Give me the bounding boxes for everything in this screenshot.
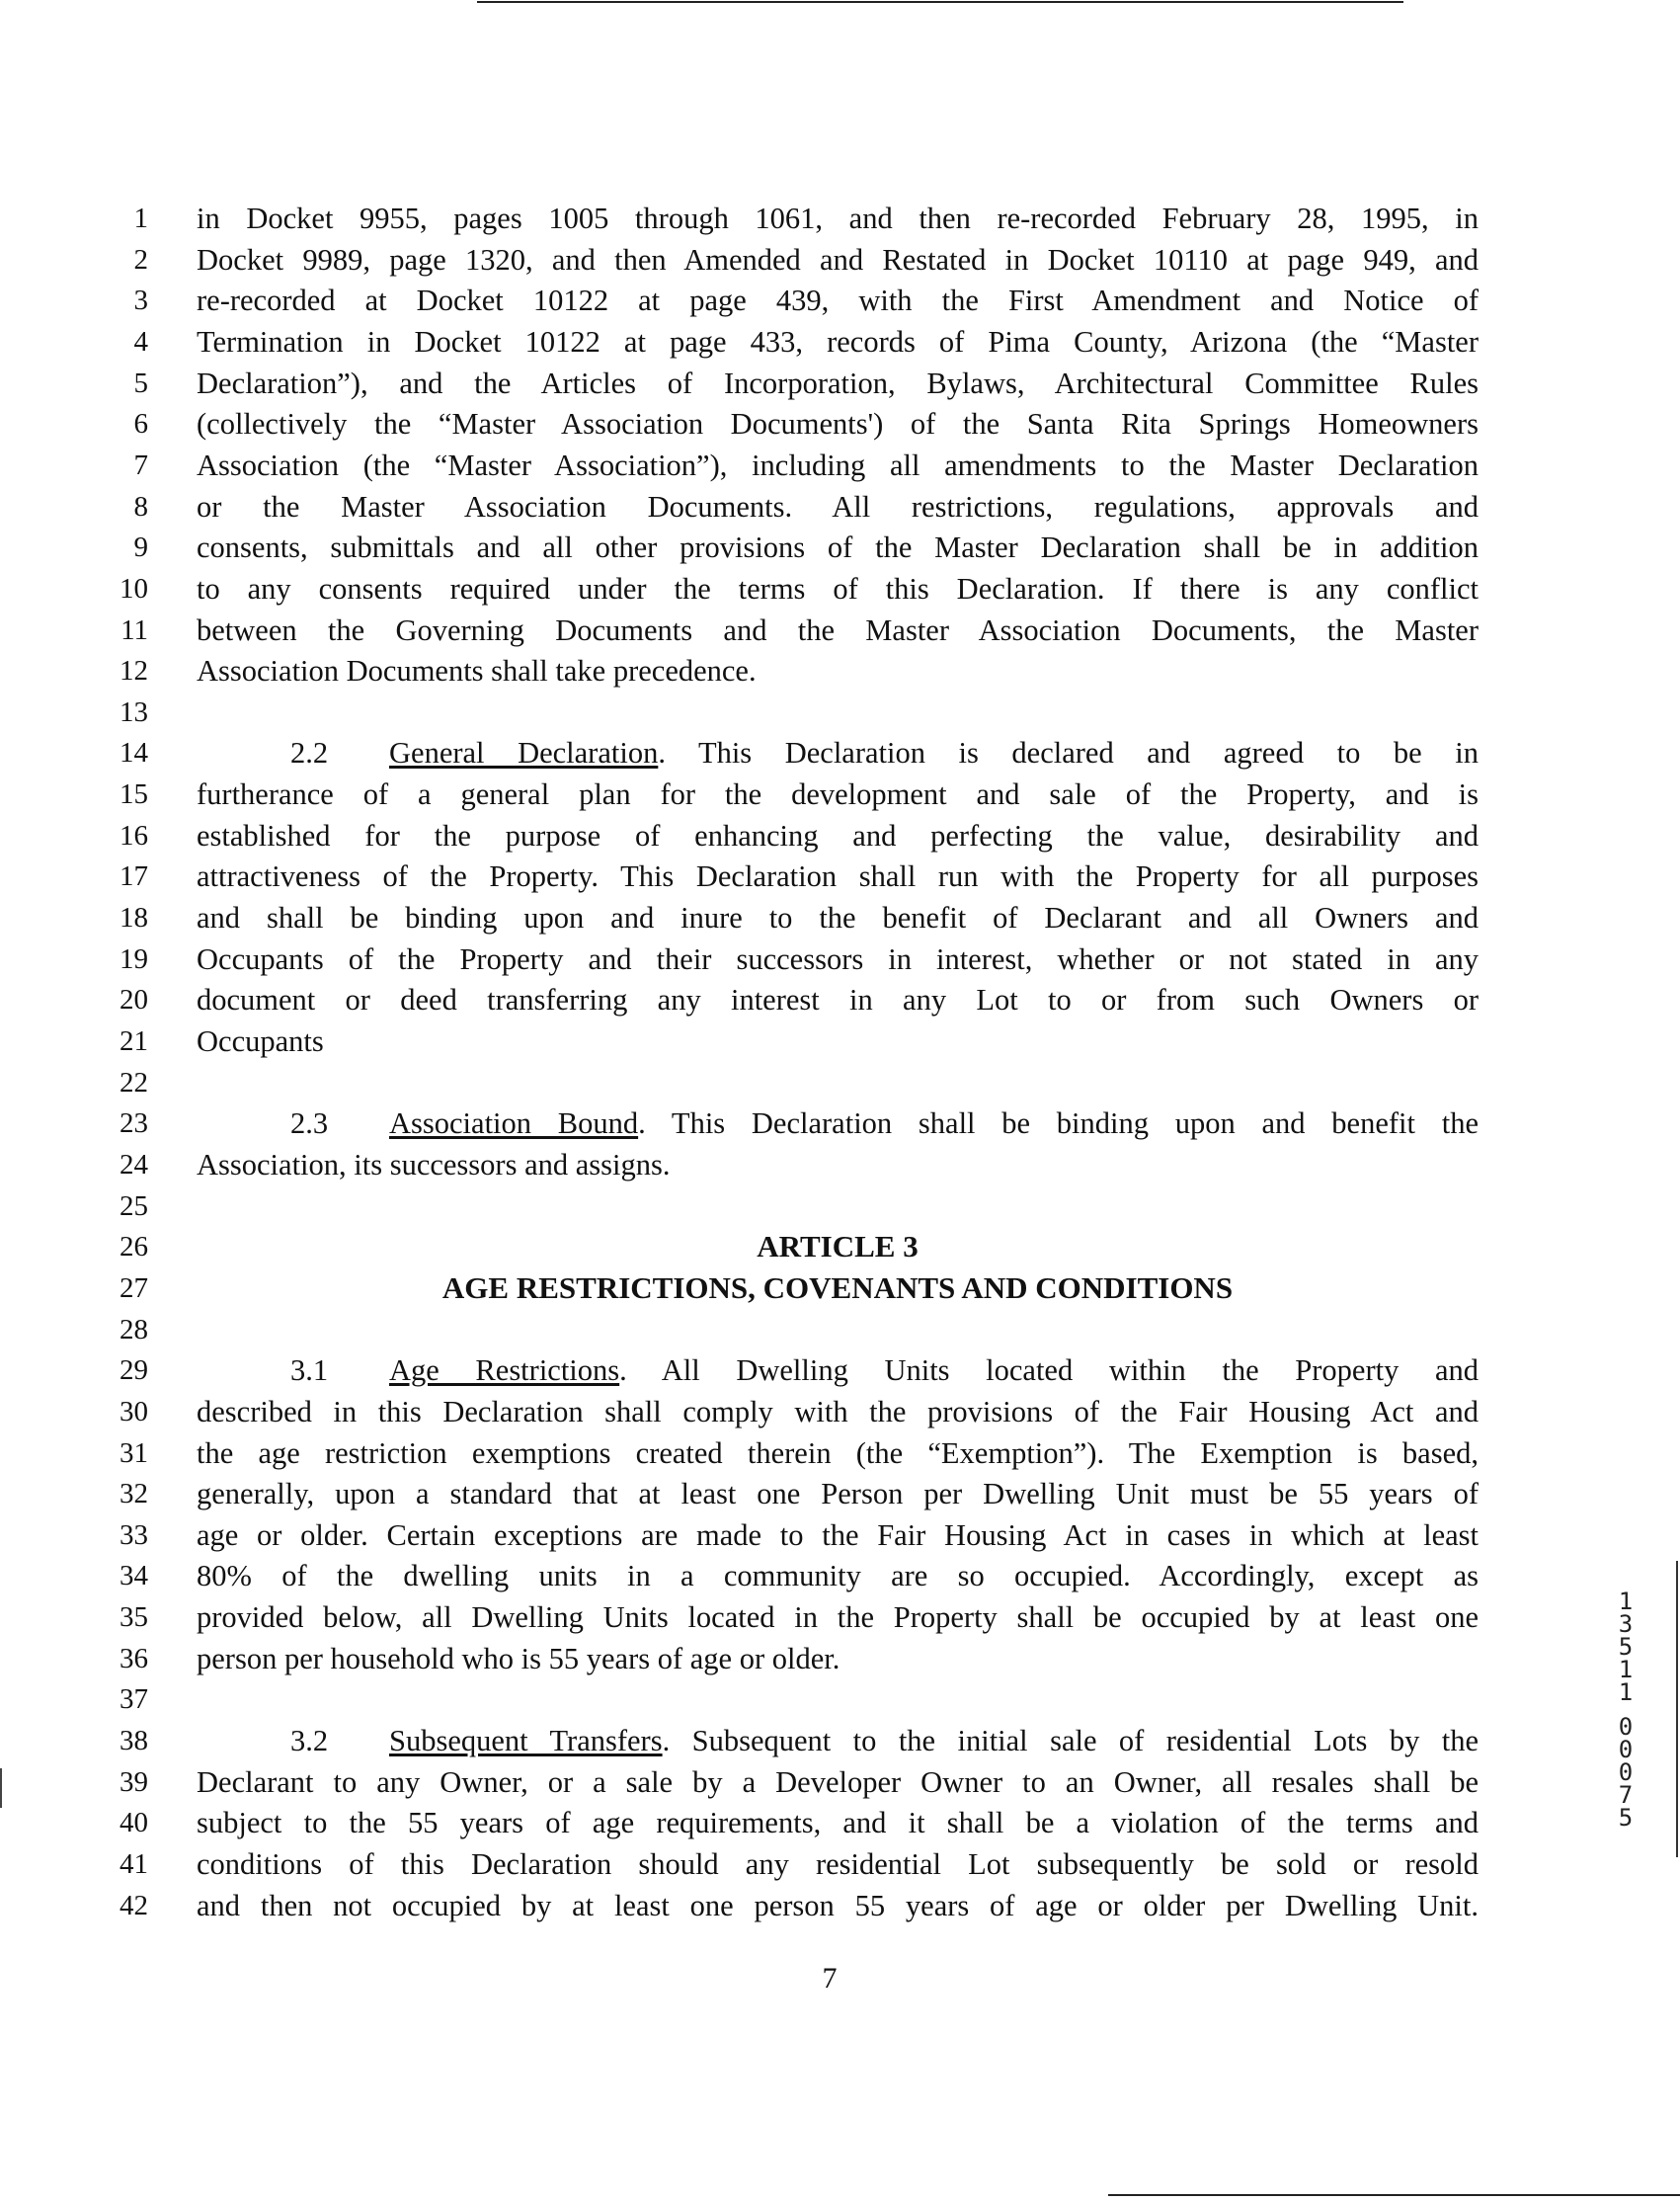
article-heading: AGE RESTRICTIONS, COVENANTS AND CONDITIONS bbox=[441, 1269, 1234, 1305]
line-number: 8 bbox=[133, 490, 148, 523]
line-number: 41 bbox=[120, 1848, 148, 1880]
line-text: subject to the 55 years of age requirements, and it shall be a violation of the terms and bbox=[197, 1806, 1479, 1840]
margin-code-digit: 1 bbox=[1618, 1656, 1634, 1683]
line-text: re-recorded at Docket 10122 at page 439, with the First Amendment and Notice of bbox=[197, 284, 1479, 318]
line-text: Termination in Docket 10122 at page 433, records of Pima County, Arizona (the “Master bbox=[197, 324, 1479, 359]
line-number: 19 bbox=[120, 942, 148, 975]
line-text: Association (the “Master Association”), including all amendments to the Master Declaration bbox=[197, 448, 1479, 482]
document-line bbox=[0, 1556, 1680, 1595]
line-text: and shall be binding upon and inure to the benefit of Declarant and all Owners and bbox=[197, 901, 1479, 936]
line-text: between the Governing Documents and the Master Association Documents, the Master bbox=[197, 612, 1479, 647]
document-line bbox=[0, 364, 1680, 403]
line-text: consents, submittals and all other provisions of the Master Declaration shall be in addition bbox=[197, 530, 1479, 565]
line-number: 26 bbox=[120, 1231, 148, 1264]
line-number: 20 bbox=[120, 984, 148, 1017]
document-line bbox=[0, 1186, 1680, 1226]
document-line bbox=[0, 487, 1680, 527]
top-scan-rule bbox=[477, 1, 1403, 3]
line-number: 3 bbox=[133, 285, 148, 317]
section-number: 2.2 bbox=[290, 736, 329, 771]
page-number: 7 bbox=[822, 1962, 838, 1995]
section-title: Subsequent Transfers bbox=[389, 1724, 663, 1758]
document-line bbox=[0, 1433, 1680, 1473]
line-number: 18 bbox=[120, 902, 148, 935]
line-text: in Docket 9955, pages 1005 through 1061, and then re-recorded February 28, 1995, in bbox=[197, 202, 1479, 235]
line-text: 80% of the dwelling units in a community are so occupied. Accordingly, except as bbox=[197, 1559, 1479, 1593]
line-number: 9 bbox=[133, 531, 148, 564]
document-line bbox=[0, 1597, 1680, 1637]
line-text: . Subsequent to the initial sale of residential Lots by the bbox=[662, 1724, 1479, 1758]
document-line bbox=[0, 856, 1680, 896]
line-text: the age restriction exemptions created therein (the “Exemption”). The Exemption is based, bbox=[197, 1435, 1479, 1470]
article-heading: ARTICLE 3 bbox=[757, 1229, 919, 1264]
document-line bbox=[0, 240, 1680, 280]
line-number: 27 bbox=[120, 1271, 148, 1304]
section-title: Age Restrictions bbox=[389, 1353, 620, 1388]
document-line bbox=[0, 528, 1680, 567]
line-number: 13 bbox=[120, 695, 148, 728]
line-number: 5 bbox=[133, 367, 148, 399]
margin-code-digit: 5 bbox=[1618, 1633, 1634, 1661]
line-number: 30 bbox=[120, 1395, 148, 1427]
line-number: 40 bbox=[120, 1807, 148, 1839]
document-line bbox=[0, 1639, 1680, 1678]
bottom-scan-rule bbox=[1108, 2194, 1680, 2196]
line-text: age or older. Certain exceptions are made to the Fair Housing Act in cases in which at least bbox=[197, 1517, 1479, 1552]
line-text: . All Dwelling Units located within the Property and bbox=[619, 1353, 1479, 1388]
line-number: 10 bbox=[120, 572, 148, 605]
line-number: 14 bbox=[120, 737, 148, 770]
document-line bbox=[0, 1103, 1680, 1143]
line-number: 34 bbox=[120, 1560, 148, 1592]
document-line bbox=[0, 1021, 1680, 1061]
line-number: 12 bbox=[120, 655, 148, 688]
line-text: Declaration”), and the Articles of Incorporation, Bylaws, Architectural Committee Rules bbox=[197, 366, 1479, 400]
document-line bbox=[0, 1227, 1680, 1266]
document-line bbox=[0, 404, 1680, 444]
line-number: 42 bbox=[120, 1889, 148, 1921]
document-line bbox=[0, 1515, 1680, 1555]
line-text: conditions of this Declaration should any residential Lot subsequently be sold or resold bbox=[197, 1847, 1479, 1881]
line-text: Declarant to any Owner, or a sale by a Developer Owner to an Owner, all resales shall be bbox=[197, 1764, 1479, 1799]
section-title: General Declaration bbox=[389, 736, 659, 771]
line-text: provided below, all Dwelling Units located in the Property shall be occupied by at least one bbox=[197, 1600, 1479, 1635]
line-text: . This Declaration shall be binding upon and benefit the bbox=[638, 1106, 1479, 1141]
line-number: 15 bbox=[120, 778, 148, 811]
line-text: . This Declaration is declared and agreed to be in bbox=[658, 736, 1479, 771]
line-number: 28 bbox=[120, 1313, 148, 1346]
line-text: person per household who is 55 years of age or older. bbox=[197, 1641, 840, 1675]
line-text: generally, upon a standard that at least one Person per Dwelling Unit must be 55 years of bbox=[197, 1477, 1479, 1511]
line-text: Occupants of the Property and their successors in interest, whether or not stated in any bbox=[197, 941, 1479, 976]
line-number: 17 bbox=[120, 860, 148, 893]
document-line bbox=[0, 1474, 1680, 1513]
line-text: Docket 9989, page 1320, and then Amended and Restated in Docket 10110 at page 949, and bbox=[197, 242, 1479, 277]
line-number: 25 bbox=[120, 1189, 148, 1222]
document-line bbox=[0, 1063, 1680, 1102]
document-line bbox=[0, 1145, 1680, 1184]
document-line bbox=[0, 569, 1680, 609]
document-line bbox=[0, 1803, 1680, 1842]
line-number: 29 bbox=[120, 1354, 148, 1387]
line-number: 33 bbox=[120, 1518, 148, 1551]
line-number: 32 bbox=[120, 1478, 148, 1510]
line-number: 39 bbox=[120, 1765, 148, 1798]
margin-code-digit: 0 bbox=[1618, 1758, 1634, 1786]
line-number: 7 bbox=[133, 449, 148, 481]
line-text: (collectively the “Master Association Documents') of the Santa Rita Springs Homeowners bbox=[197, 407, 1479, 442]
document-line bbox=[0, 980, 1680, 1019]
line-text: established for the purpose of enhancing and perfecting the value, desirability and bbox=[197, 818, 1479, 853]
line-text: Association Documents shall take precedence. bbox=[197, 654, 757, 689]
margin-code-digit: 0 bbox=[1618, 1713, 1634, 1741]
margin-code-digit: 3 bbox=[1618, 1610, 1634, 1638]
line-number: 2 bbox=[133, 243, 148, 276]
line-number: 35 bbox=[120, 1601, 148, 1634]
document-line bbox=[0, 733, 1680, 773]
line-number: 1 bbox=[133, 203, 148, 234]
margin-code-digit: 5 bbox=[1618, 1804, 1634, 1832]
document-line bbox=[0, 1310, 1680, 1349]
section-number: 3.1 bbox=[290, 1353, 329, 1388]
document-line bbox=[0, 1268, 1680, 1308]
section-number: 3.2 bbox=[290, 1724, 329, 1758]
section-opening bbox=[389, 1721, 1479, 1760]
line-text: attractiveness of the Property. This Declaration shall run with the Property for all purposes bbox=[197, 859, 1479, 894]
line-number: 36 bbox=[120, 1642, 148, 1674]
section-opening bbox=[389, 1103, 1479, 1143]
document-line bbox=[0, 898, 1680, 938]
document-line bbox=[0, 939, 1680, 979]
margin-code-digit: 0 bbox=[1618, 1736, 1634, 1763]
document-line bbox=[0, 693, 1680, 732]
line-number: 23 bbox=[120, 1107, 148, 1140]
line-text: Association, its successors and assigns. bbox=[197, 1147, 671, 1182]
recording-number-margin bbox=[1612, 1590, 1640, 1830]
section-opening bbox=[389, 733, 1479, 773]
document-line bbox=[0, 1350, 1680, 1390]
section-number: 2.3 bbox=[290, 1106, 329, 1141]
document-line bbox=[0, 322, 1680, 362]
document-line bbox=[0, 446, 1680, 485]
document-line bbox=[0, 611, 1680, 650]
line-text: document or deed transferring any interest in any Lot to or from such Owners or bbox=[197, 983, 1479, 1018]
line-number: 16 bbox=[120, 819, 148, 852]
margin-code-digit: 1 bbox=[1618, 1588, 1634, 1615]
line-text: and then not occupied by at least one person 55 years of age or older per Dwelling Unit. bbox=[197, 1888, 1479, 1922]
document-line bbox=[0, 1392, 1680, 1431]
section-opening bbox=[389, 1350, 1479, 1390]
document-line bbox=[0, 1679, 1680, 1719]
document-line bbox=[0, 1758, 1680, 1802]
line-text: described in this Declaration shall comply with the provisions of the Fair Housing Act and bbox=[197, 1394, 1479, 1428]
document-line bbox=[0, 1721, 1680, 1763]
document-line bbox=[0, 651, 1680, 691]
margin-code-digit: 7 bbox=[1618, 1781, 1634, 1809]
line-number: 6 bbox=[133, 408, 148, 441]
document-line bbox=[0, 1844, 1680, 1884]
line-number: 4 bbox=[133, 325, 148, 358]
section-title: Association Bound bbox=[389, 1106, 639, 1141]
line-text: to any consents required under the terms of this Declaration. If there is any conflict bbox=[197, 571, 1479, 606]
document-line bbox=[0, 816, 1680, 856]
line-number: 38 bbox=[120, 1725, 148, 1757]
line-number: 24 bbox=[120, 1148, 148, 1181]
document-line bbox=[0, 281, 1680, 320]
line-number: 11 bbox=[120, 613, 148, 646]
line-number: 37 bbox=[120, 1683, 148, 1716]
line-text: or the Master Association Documents. All restrictions, regulations, approvals and bbox=[197, 489, 1479, 524]
margin-code-digit: 1 bbox=[1618, 1678, 1634, 1706]
line-number: 22 bbox=[120, 1066, 148, 1099]
document-line bbox=[0, 199, 1680, 238]
line-text: Occupants bbox=[197, 1024, 324, 1058]
line-number: 21 bbox=[120, 1025, 148, 1057]
document-line bbox=[0, 1886, 1680, 1925]
line-text: furtherance of a general plan for the development and sale of the Property, and is bbox=[197, 777, 1479, 812]
document-line bbox=[0, 775, 1680, 814]
line-number: 31 bbox=[120, 1436, 148, 1469]
